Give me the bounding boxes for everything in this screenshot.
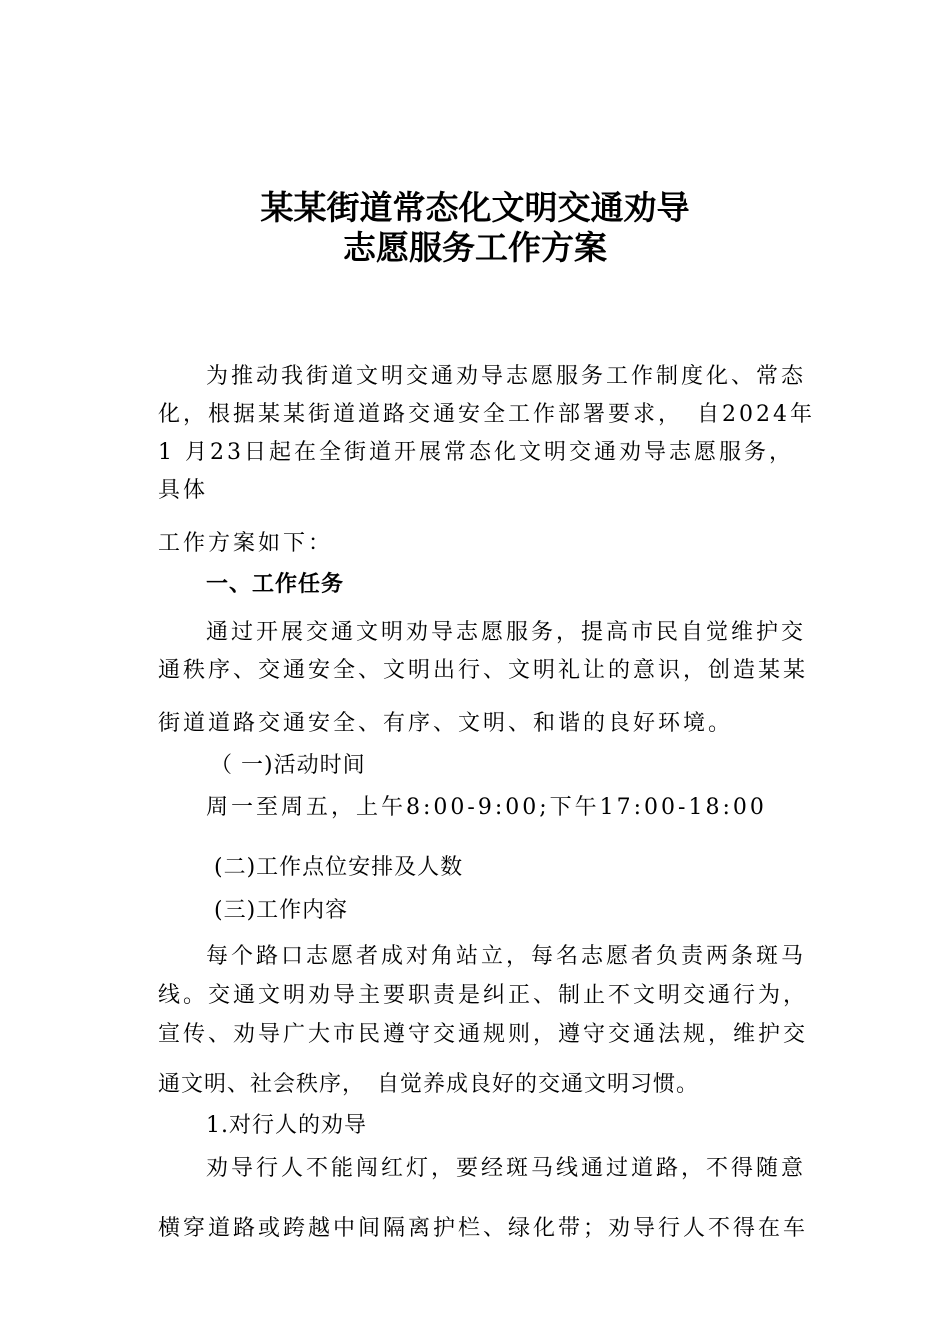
subheading-work-content: (三)工作内容 <box>214 898 349 923</box>
activity-schedule: 周一至周五，上午8:00-9:00;下午17:00-18:00 <box>206 795 767 820</box>
content-paragraph-line-3: 宣传、劝导广大市民遵守交通规则，遵守交通法规，维护交 <box>158 1022 809 1047</box>
subheading-locations-staffing: (二)工作点位安排及人数 <box>214 855 464 880</box>
content-paragraph-line-2: 线。交通文明劝导主要职责是纠正、制止不文明交通行为， <box>158 983 809 1008</box>
section-heading-work-tasks: 一、工作任务 <box>206 572 345 597</box>
document-title-line-2: 志愿服务工作方案 <box>343 228 607 267</box>
item-heading-pedestrian-guidance: 1.对行人的劝导 <box>206 1113 367 1138</box>
intro-paragraph-line-1: 为推动我街道文明交通劝导志愿服务工作制度化、常态 <box>206 364 807 389</box>
intro-paragraph-line-4: 具体 <box>158 478 209 503</box>
task-paragraph-line-2: 通秩序、交通安全、文明出行、文明礼让的意识，创造某某 <box>158 658 809 683</box>
content-paragraph-line-4: 通文明、社会秩序， 自觉养成良好的交通文明习惯。 <box>158 1072 700 1097</box>
subheading-activity-time: （ 一)活动时间 <box>210 753 366 778</box>
intro-paragraph-line-3: 1 月23日起在全街道开展常态化文明交通劝导志愿服务， <box>158 440 794 465</box>
task-paragraph-line-1: 通过开展交通文明劝导志愿服务，提高市民自觉维护交 <box>206 620 807 645</box>
content-paragraph-line-1: 每个路口志愿者成对角站立，每名志愿者负责两条斑马 <box>206 944 807 969</box>
pedestrian-paragraph-line-2: 横穿道路或跨越中间隔离护栏、绿化带；劝导行人不得在车 <box>158 1216 809 1241</box>
pedestrian-paragraph-line-1: 劝导行人不能闯红灯，要经斑马线通过道路，不得随意 <box>206 1156 807 1181</box>
intro-paragraph-line-5: 工作方案如下： <box>158 531 334 556</box>
document-title-line-1: 某某街道常态化文明交通劝导 <box>260 188 690 227</box>
intro-paragraph-line-2: 化，根据某某街道道路交通安全工作部署要求， 自2024年 <box>158 402 815 427</box>
task-paragraph-line-3: 街道道路交通安全、有序、文明、和谐的良好环境。 <box>158 711 734 736</box>
